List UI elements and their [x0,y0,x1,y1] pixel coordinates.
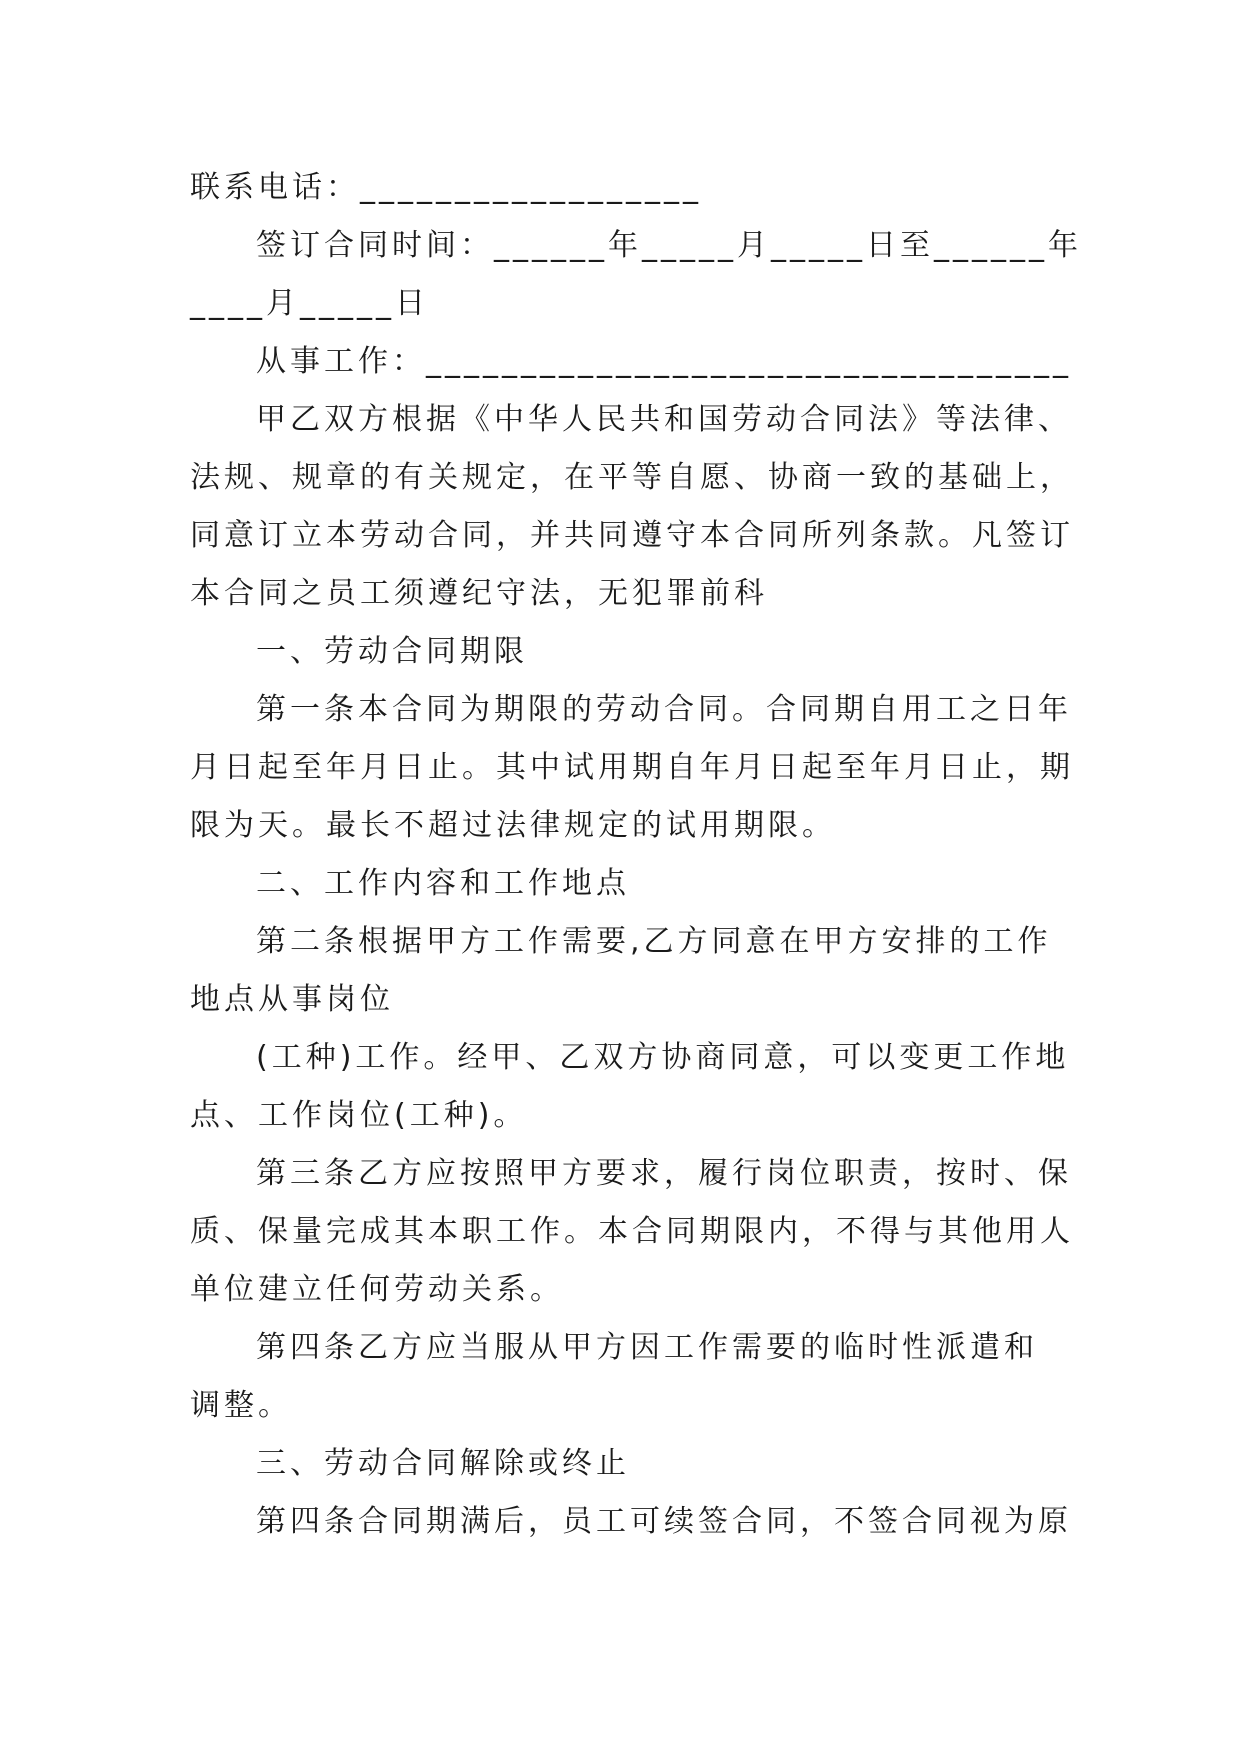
paragraph-line: 月日起至年月日止。其中试用期自年月日起至年月日止，期 [190,750,1074,785]
section-heading: 三、劳动合同解除或终止 [256,1446,630,1481]
contract-signing-date-line: 签订合同时间：______年_____月_____日至______年 [256,228,1082,263]
job-engaged-line: 从事工作：__________________________________ [256,344,1072,379]
paragraph-line: 同意订立本劳动合同，并共同遵守本合同所列条款。凡签订 [190,518,1074,553]
paragraph-line: 第一条本合同为期限的劳动合同。合同期自用工之日年 [256,692,1072,727]
paragraph-line: 第二条根据甲方工作需要,乙方同意在甲方安排的工作 [256,924,1052,959]
paragraph-line: 本合同之员工须遵纪守法，无犯罪前科 [190,576,768,611]
paragraph-line: 法规、规章的有关规定，在平等自愿、协商一致的基础上， [190,460,1074,495]
paragraph-line: 第三条乙方应按照甲方要求，履行岗位职责，按时、保 [256,1156,1072,1191]
contact-phone-line: 联系电话：__________________ [190,170,702,205]
paragraph-line: 点、工作岗位(工种)。 [190,1098,528,1133]
paragraph-line: 第四条合同期满后，员工可续签合同，不签合同视为原 [256,1504,1072,1539]
section-heading: 二、工作内容和工作地点 [256,866,630,901]
paragraph-line: 地点从事岗位 [190,982,394,1017]
paragraph-line: 甲乙双方根据《中华人民共和国劳动合同法》等法律、 [256,402,1072,437]
paragraph-line: 质、保量完成其本职工作。本合同期限内，不得与其他用人 [190,1214,1074,1249]
contract-signing-date-continued-line: ____月_____日 [190,286,429,321]
paragraph-line: 调整。 [190,1388,292,1423]
paragraph-line: (工种)工作。经甲、乙双方协商同意，可以变更工作地 [256,1040,1070,1075]
section-heading: 一、劳动合同期限 [256,634,528,669]
paragraph-line: 第四条乙方应当服从甲方因工作需要的临时性派遣和 [256,1330,1038,1365]
paragraph-line: 单位建立任何劳动关系。 [190,1272,564,1307]
paragraph-line: 限为天。最长不超过法律规定的试用期限。 [190,808,836,843]
